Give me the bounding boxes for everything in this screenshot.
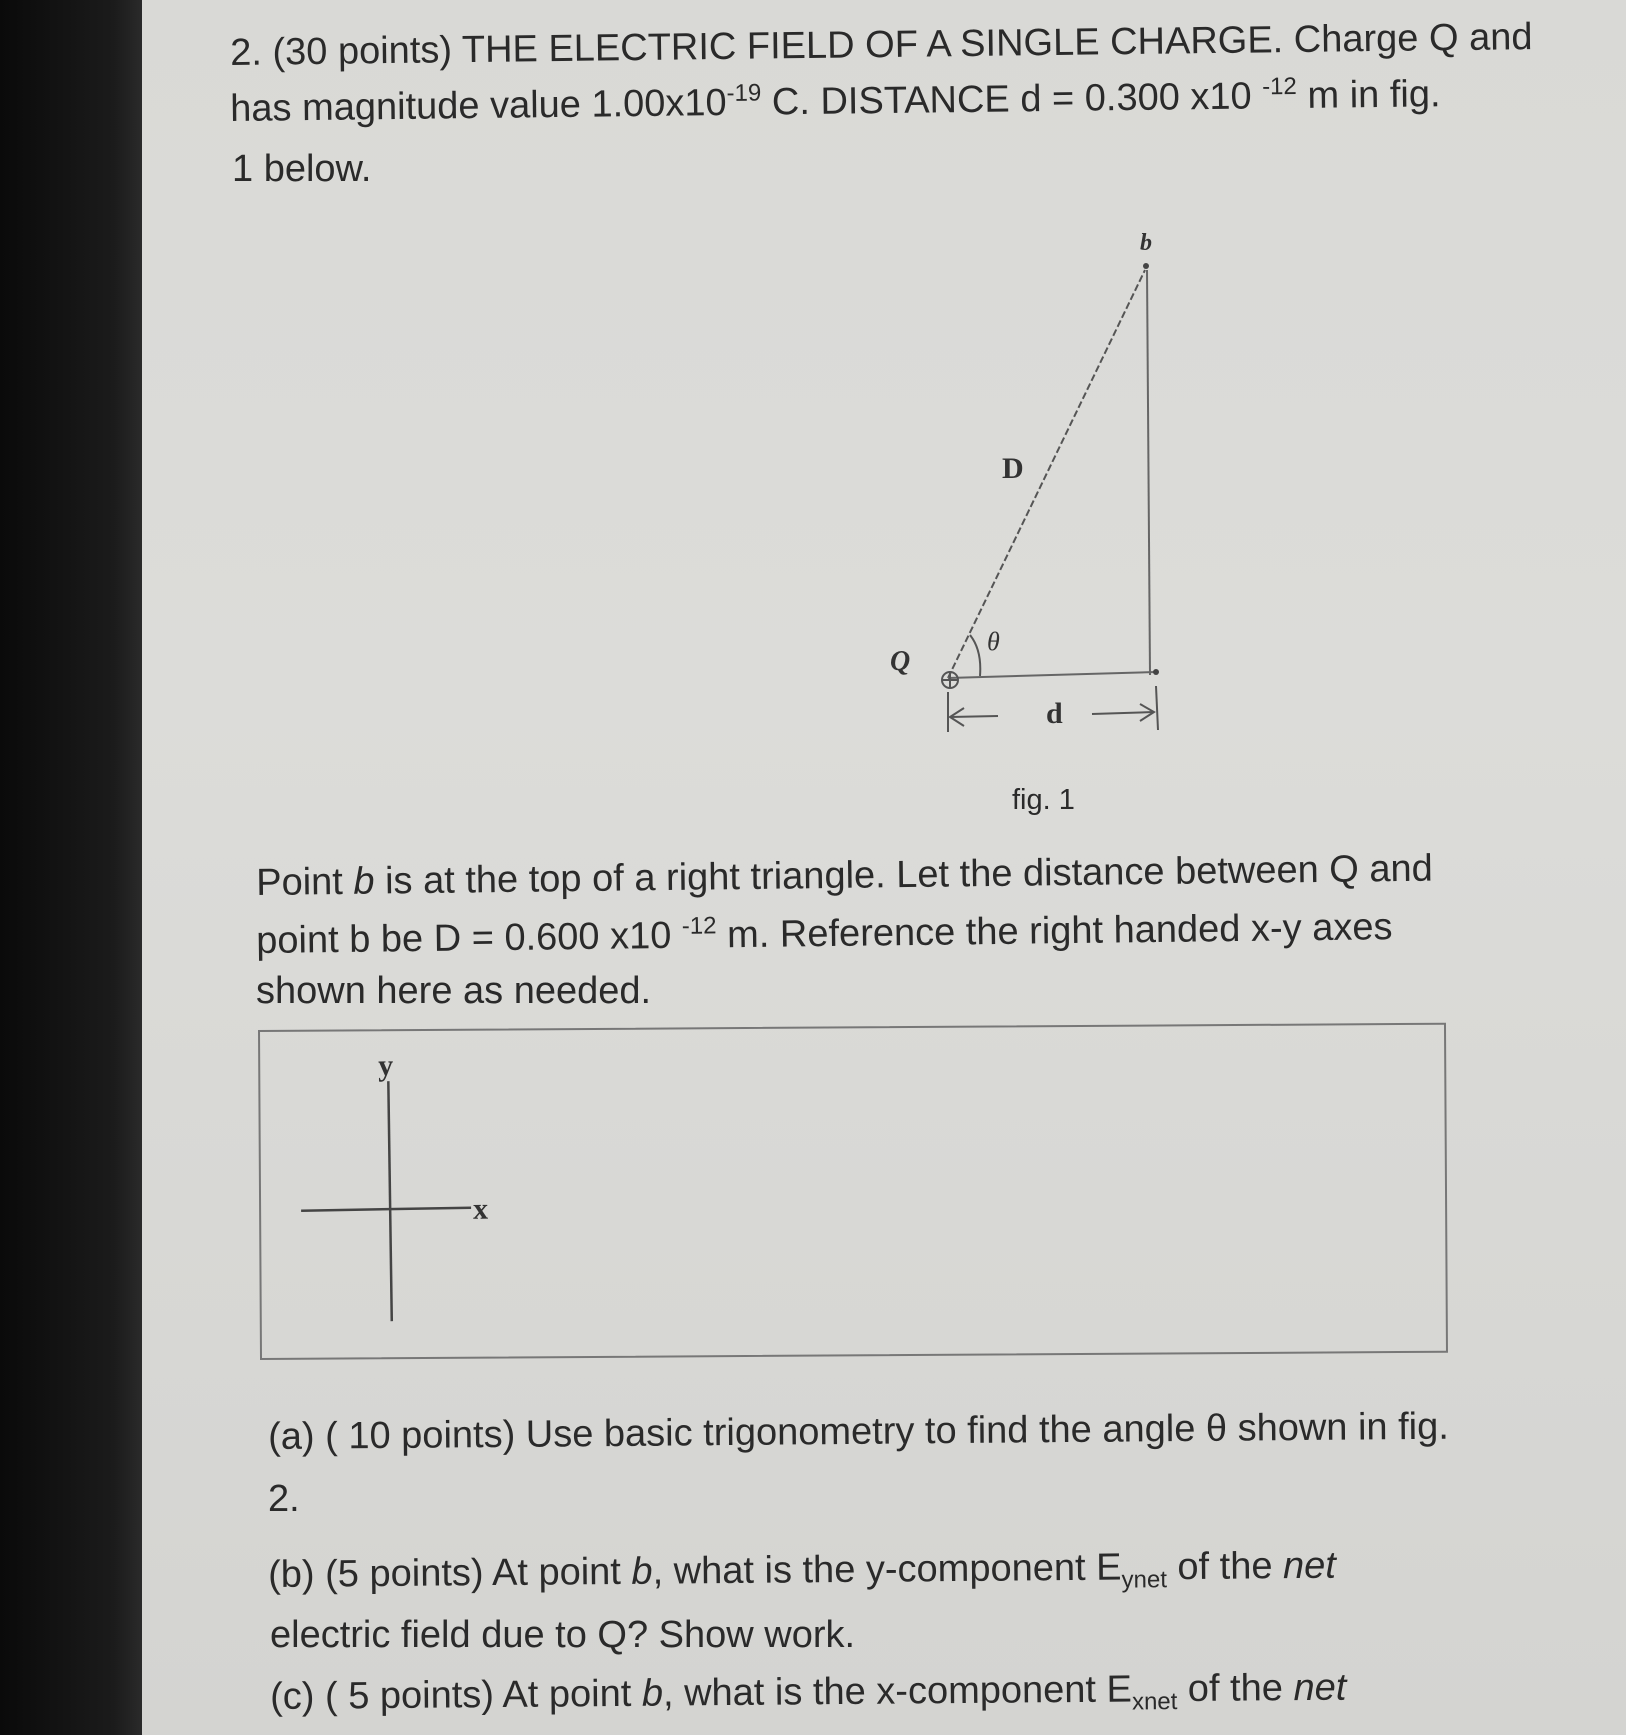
label-D: D — [1002, 452, 1024, 485]
label-b: b — [1140, 230, 1152, 256]
problem-line-1: 2. (30 points) THE ELECTRIC FIELD OF A SINGLE CHARGE. Charge Q and — [229, 16, 1533, 74]
question-b-line-2: electric field due to Q? Show work. — [270, 1614, 856, 1656]
x-axis-label: x — [472, 1192, 489, 1226]
para2-line-2: point b be D = 0.600 x10 $^{-12}$ m. Reference the right handed x-y axes — [255, 906, 1393, 962]
angle-theta-arc — [970, 635, 980, 676]
question-a-line-1: (a) ( 10 points) Use basic trigonometry to find the angle θ shown in fig. — [267, 1405, 1450, 1458]
y-axis — [388, 1081, 391, 1321]
problem-line-2: has magnitude value $1.00x10^{-19}$ C. DISTANCE d = 0.300 x10 $^{-12}$ m in fig. — [229, 72, 1441, 130]
para2-line-3: shown here as needed. — [256, 970, 652, 1012]
vertical-side — [1147, 270, 1150, 675]
point-b-dot — [1143, 263, 1149, 269]
question-c-line-1: (c) ( 5 points) At point b, what is the x-component $E_{xnet}$ of the net — [269, 1666, 1347, 1718]
xy-axes — [260, 1030, 522, 1352]
hypotenuse-D — [948, 270, 1145, 678]
y-axis-label: y — [378, 1049, 394, 1083]
problem-line-3: 1 below. — [232, 148, 372, 190]
axes-box — [258, 1023, 1448, 1360]
screen-bezel — [0, 0, 142, 1735]
label-Q: Q — [890, 646, 911, 677]
question-b-line-1: (b) (5 points) At point b, what is the y-component $E_{ynet}$ of the net — [267, 1544, 1337, 1596]
para2-line-1: Point b is at the top of a right triangle. Let the distance between Q and — [255, 847, 1434, 904]
x-axis — [301, 1208, 471, 1211]
figure-1 — [880, 220, 1200, 820]
corner-dot — [1153, 669, 1159, 675]
label-theta: θ — [987, 627, 1000, 656]
charge-Q-symbol — [942, 672, 958, 688]
fig1-caption: fig. 1 — [1012, 784, 1075, 816]
label-d: d — [1046, 697, 1063, 730]
question-a-line-2: 2. — [268, 1478, 300, 1520]
